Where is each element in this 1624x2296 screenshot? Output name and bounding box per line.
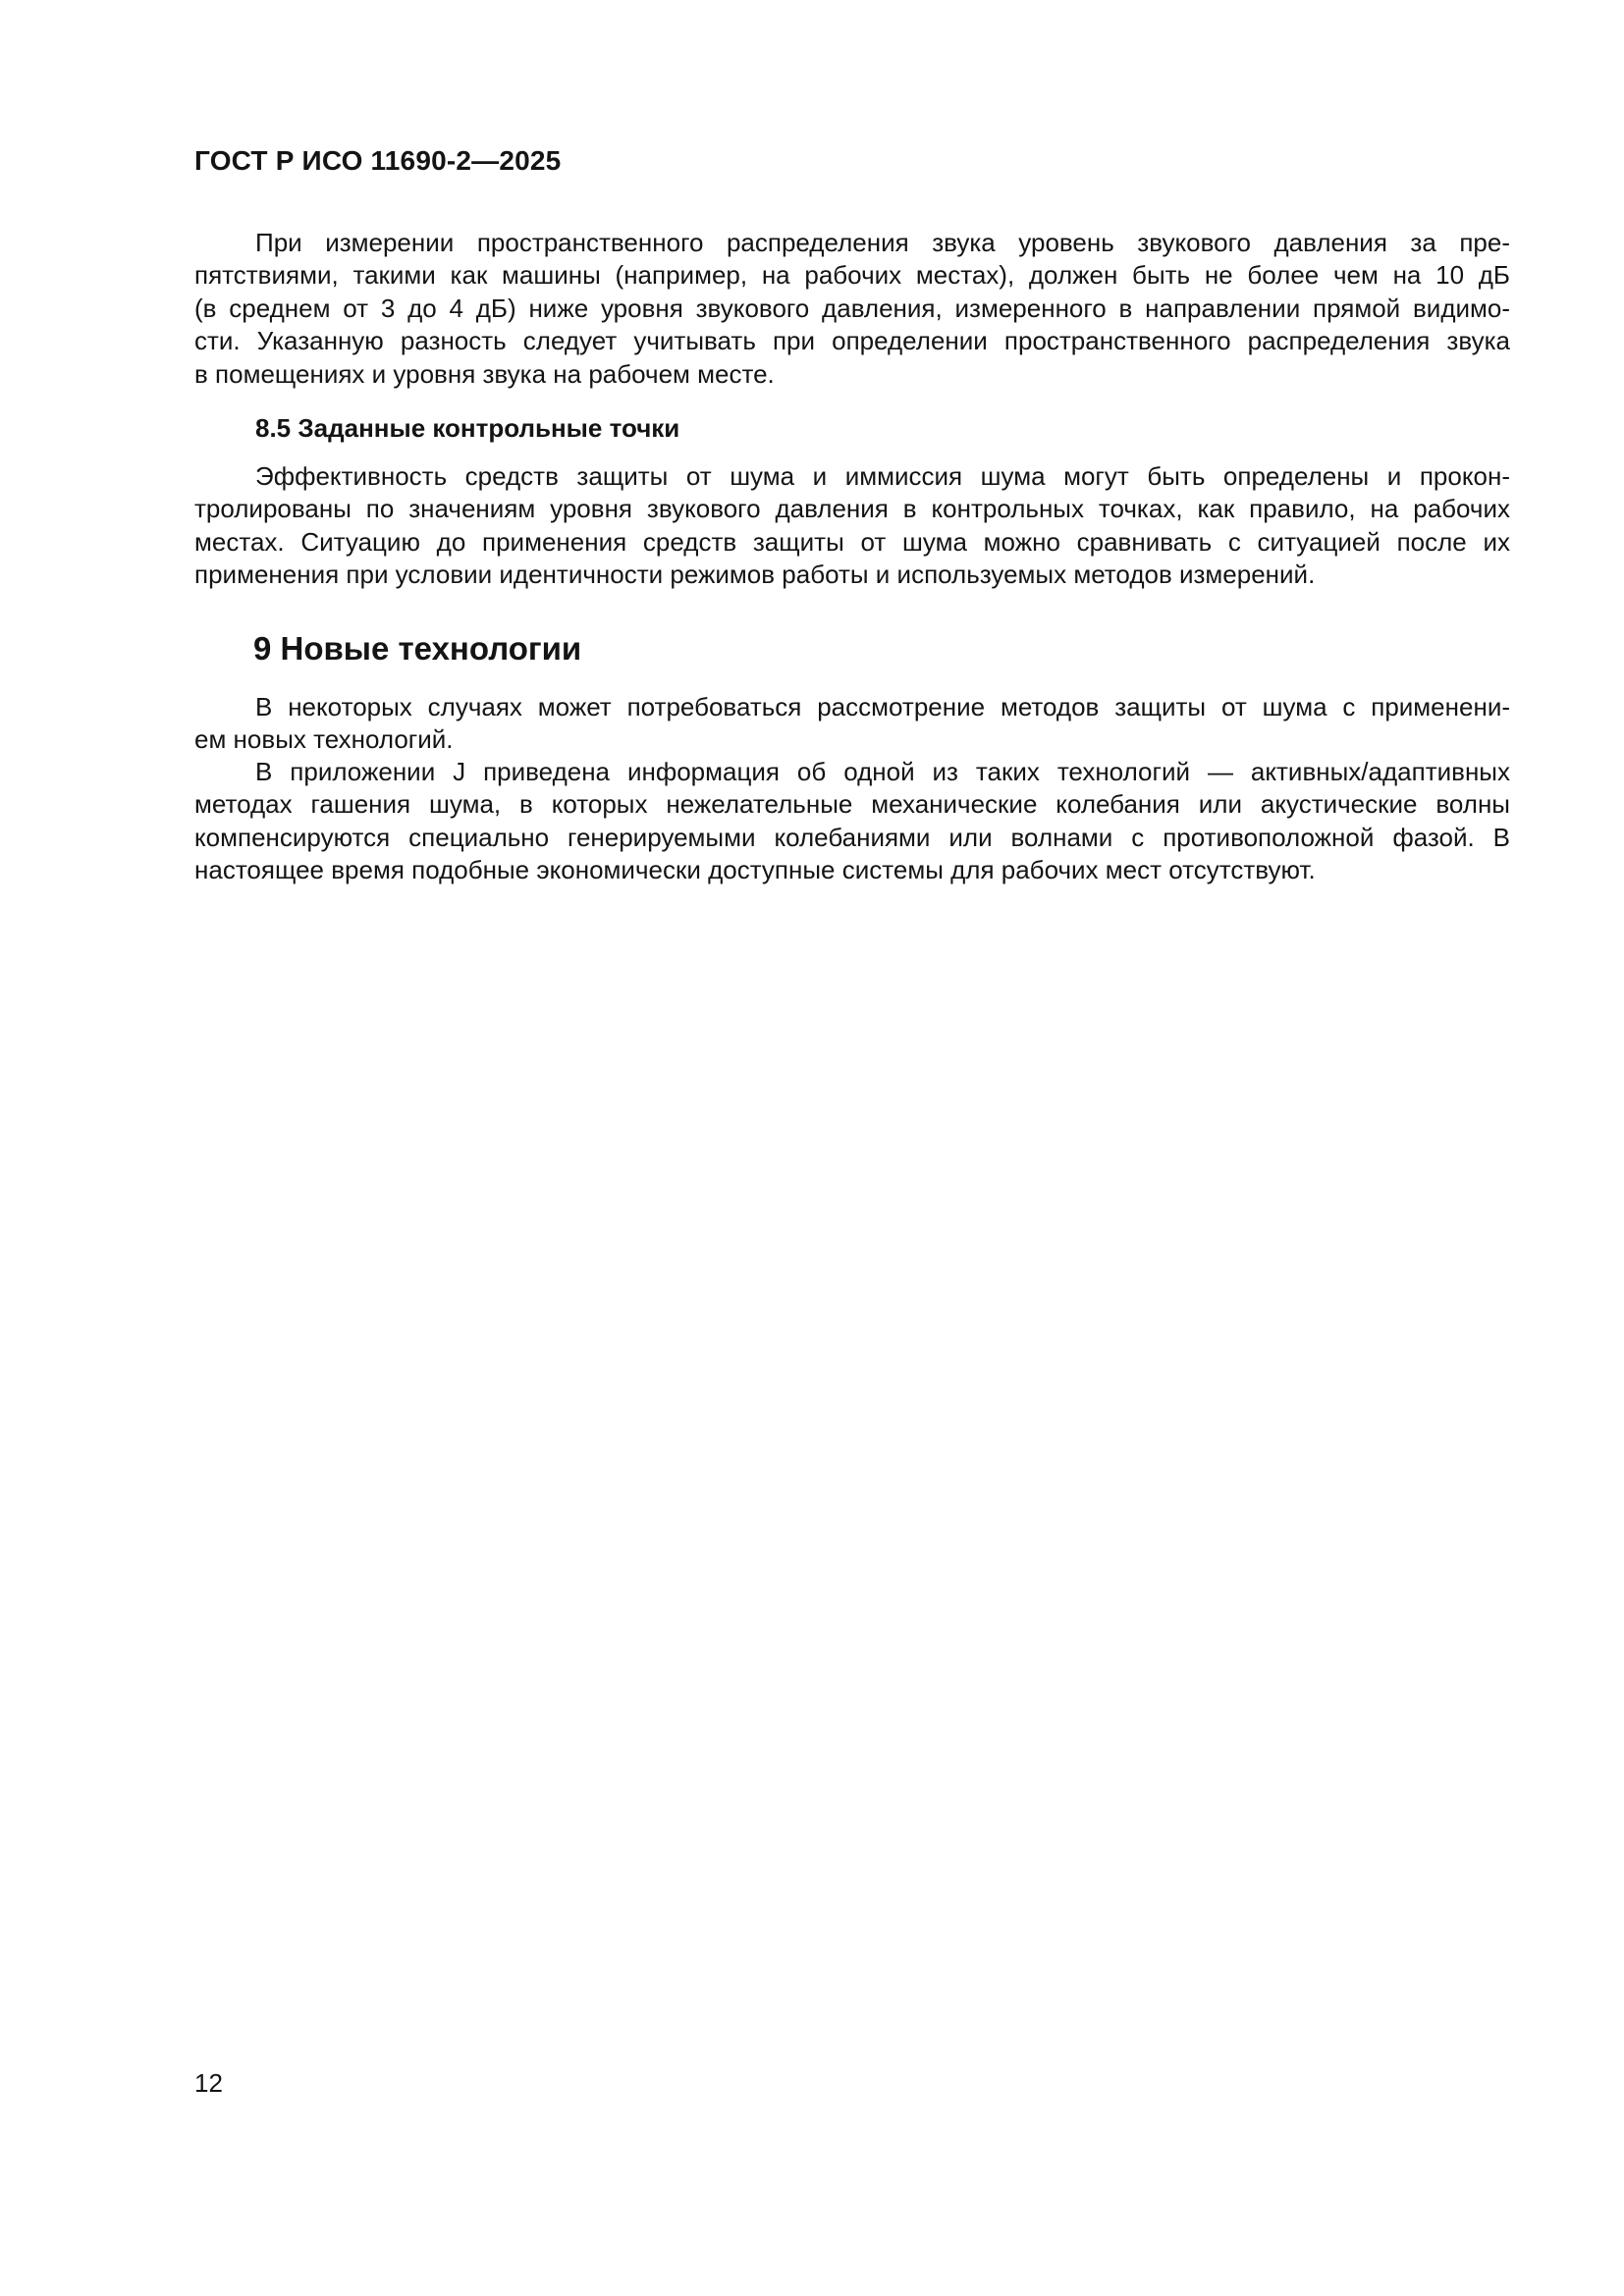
paragraph-line: настоящее время подобные экономически доступные системы для рабочих мест отсутствуют.: [194, 855, 1316, 885]
paragraph-line: Эффективность средств защиты от шума и иммиссия шума могут быть определены и прокон-: [255, 461, 1510, 491]
document-header: ГОСТ Р ИСО 11690-2—2025: [194, 145, 562, 176]
paragraph-line: сти. Указанную разность следует учитывать при определении пространственного распределения звука: [194, 326, 1510, 356]
paragraph-line: местах. Ситуацию до применения средств защиты от шума можно сравнивать с ситуацией после их: [194, 526, 1510, 557]
paragraph-spatial-distribution: [194, 227, 1510, 391]
paragraph-line: В некоторых случаях может потребоваться рассмотрение методов защиты от шума с применени-: [255, 692, 1510, 721]
paragraph-line: пятствиями, такими как машины (например, на рабочих местах), должен быть не более чем на 10 дБ: [194, 260, 1510, 291]
paragraph-line: в помещениях и уровня звука на рабочем месте.: [194, 358, 775, 389]
paragraph-line: При измерении пространственного распределения звука уровень звукового давления за пре-: [255, 228, 1510, 257]
paragraph-annex-j: [194, 756, 1510, 887]
paragraph-control-points: [194, 460, 1510, 592]
paragraph-line: компенсируются специально генерируемыми колебаниями или волнами с противоположной фазой. В: [194, 822, 1510, 852]
paragraph-line: методах гашения шума, в которых нежелательные механические колебания или акустические волны: [194, 789, 1510, 820]
chapter-heading-9: 9 Новые технологии: [253, 630, 582, 667]
page-number: 12: [194, 2068, 223, 2098]
section-heading-8-5: 8.5 Заданные контрольные точки: [255, 413, 680, 443]
paragraph-line: ем новых технологий.: [194, 724, 454, 755]
paragraph-line: (в среднем от 3 до 4 дБ) ниже уровня звукового давления, измеренного в направлении прямой видимо-: [194, 293, 1510, 323]
paragraph-line: В приложении J приведена информация об одной из таких технологий — активных/адаптивных: [255, 757, 1510, 786]
paragraph-new-technologies: [194, 691, 1510, 757]
paragraph-line: применения при условии идентичности режимов работы и используемых методов измерений.: [194, 560, 1316, 590]
paragraph-line: тролированы по значениям уровня звукового давления в контрольных точках, как правило, на рабочих: [194, 494, 1510, 524]
